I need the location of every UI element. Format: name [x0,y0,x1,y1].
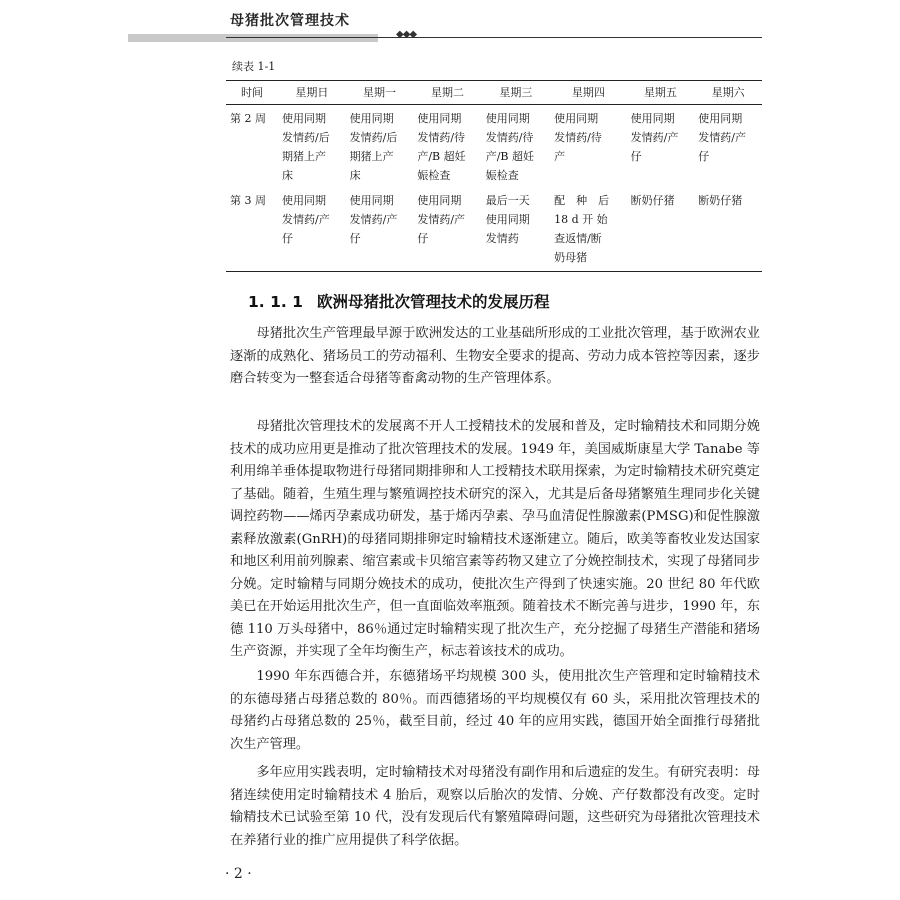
table-row [226,105,762,192]
schedule-table [226,80,762,272]
running-header-title: 母猪批次管理技术 [230,13,350,29]
table-cell: 使用同期 发情药/后 期猪上产 床 [282,112,330,182]
col-header-thursday: 星期四 [550,81,627,105]
col-header-wednesday: 星期三 [482,81,550,105]
table-cell: 使用同期 发情药/待 产 [554,112,602,163]
table-cell: 使用同期 发情药/产 仔 [346,191,414,272]
table-cell: 使用同期 发情药/待 产/B 超妊 娠检查 [485,112,535,182]
week-cell: 第 2 周 [230,112,266,125]
table-row [226,191,762,272]
table-cell: 使用同期 发情药/待 产/B 超妊 娠检查 [417,112,466,182]
table-caption: 续表 1-1 [232,60,276,73]
body-paragraph: 母猪批次管理技术的发展离不开人工授精技术的发展和普及，定时输精技术和同期分娩技术的成功应用更是推动了批次管理技术的发展。1949 年，美国威斯康星大学 Tanabe 等利用绵羊垂体提取物进行母猪同期排卵和人工授精技术联用探索，为定时输精技术研究奠定了基础。随着，生殖生理与繁殖调控技术研究的深入，尤其是后备母猪繁殖生理同步化关键调控药物——烯丙孕素成功研发，基于烯丙孕素、孕马血清促性腺激素(PMSG)和促性腺激素释放激素(GnRH)的母猪同期排卵定时输精技术逐渐建立。随后，欧美等畜牧业发达国家和地区利用前列腺素、缩宫素或卡贝缩宫素等药物又建立了分娩控制技术，实现了母猪同步分娩。定时输精与同期分娩技术的成功，使批次生产得到了快速实施。20 世纪 80 年代欧美已在开始运用批次生产，但一直面临效率瓶颈。随着技术不断完善与进步，1990 年，东德 110 万头母猪中，86％通过定时输精实现了批次生产，充分挖掘了母猪生产潜能和猪场生产资源，并实现了全年均衡生产，标志着该技术的成功。 [230,419,760,659]
week-cell: 第 3 周 [226,191,278,272]
body-paragraph: 多年应用实践表明，定时输精技术对母猪没有副作用和后遗症的发生。有研究表明：母猪连续使用定时输精技术 4 胎后，观察以后胎次的发情、分娩、产仔数都没有改变。定时输精技术已试验至第 10 代，没有发现后代有繁殖障碍问题，这些研究为母猪批次管理技术在养猪行业的推广应用提供了科学依据。 [230,765,760,848]
page-number: · 2 · [225,866,252,882]
body-paragraph: 母猪批次生产管理最早源于欧洲发达的工业基础所形成的工业批次管理，基于欧洲农业逐渐的成熟化、猪场员工的劳动福利、生物安全要求的提高、劳动力成本管控等因素，逐步磨合转变为一整套适合母猪等畜禽动物的生产管理体系。 [230,326,760,386]
table-cell: 使用同期 发情药/产 仔 [698,112,746,163]
col-header-monday: 星期一 [346,81,414,105]
header-decor-bar [128,34,378,42]
header-diamond-ornament: ◆◆◆ [396,29,417,40]
table-cell: 使用同期 发情药/后 期猪上产 床 [349,112,398,182]
table-cell: 使用同期 发情药/产 仔 [278,191,346,272]
table-cell: 使用同期 发情药/产 仔 [630,112,679,163]
table-header-row [226,81,762,105]
col-header-sunday: 星期日 [278,81,346,105]
body-paragraph: 1990 年东西德合并，东德猪场平均规模 300 头，使用批次生产管理和定时输精技术的东德母猪占母猪总数的 80％。而西德猪场的平均规模仅有 60 头，采用批次管理技术的母猪约占母猪总数的 25％，截至目前，经过 40 年的应用实践，德国开始全面推行母猪批次生产管理。 [230,669,760,752]
table-cell: 使用同期 发情药/产 仔 [413,191,481,272]
col-header-saturday: 星期六 [694,81,762,105]
col-header-time: 时间 [226,81,278,105]
col-header-friday: 星期五 [627,81,695,105]
table-cell: 断奶仔猪 [694,191,762,272]
header-rule [226,37,762,38]
section-heading [248,290,549,312]
section-number: 1. 1. 1 [248,293,303,311]
table-cell: 配 种 后 18 d 开 始 查返情/断 奶母猪 [550,191,627,272]
col-header-tuesday: 星期二 [413,81,481,105]
table-cell: 最后一天 使用同期 发情药 [482,191,550,272]
table-cell: 断奶仔猪 [627,191,695,272]
section-title: 欧洲母猪批次管理技术的发展历程 [316,293,550,311]
